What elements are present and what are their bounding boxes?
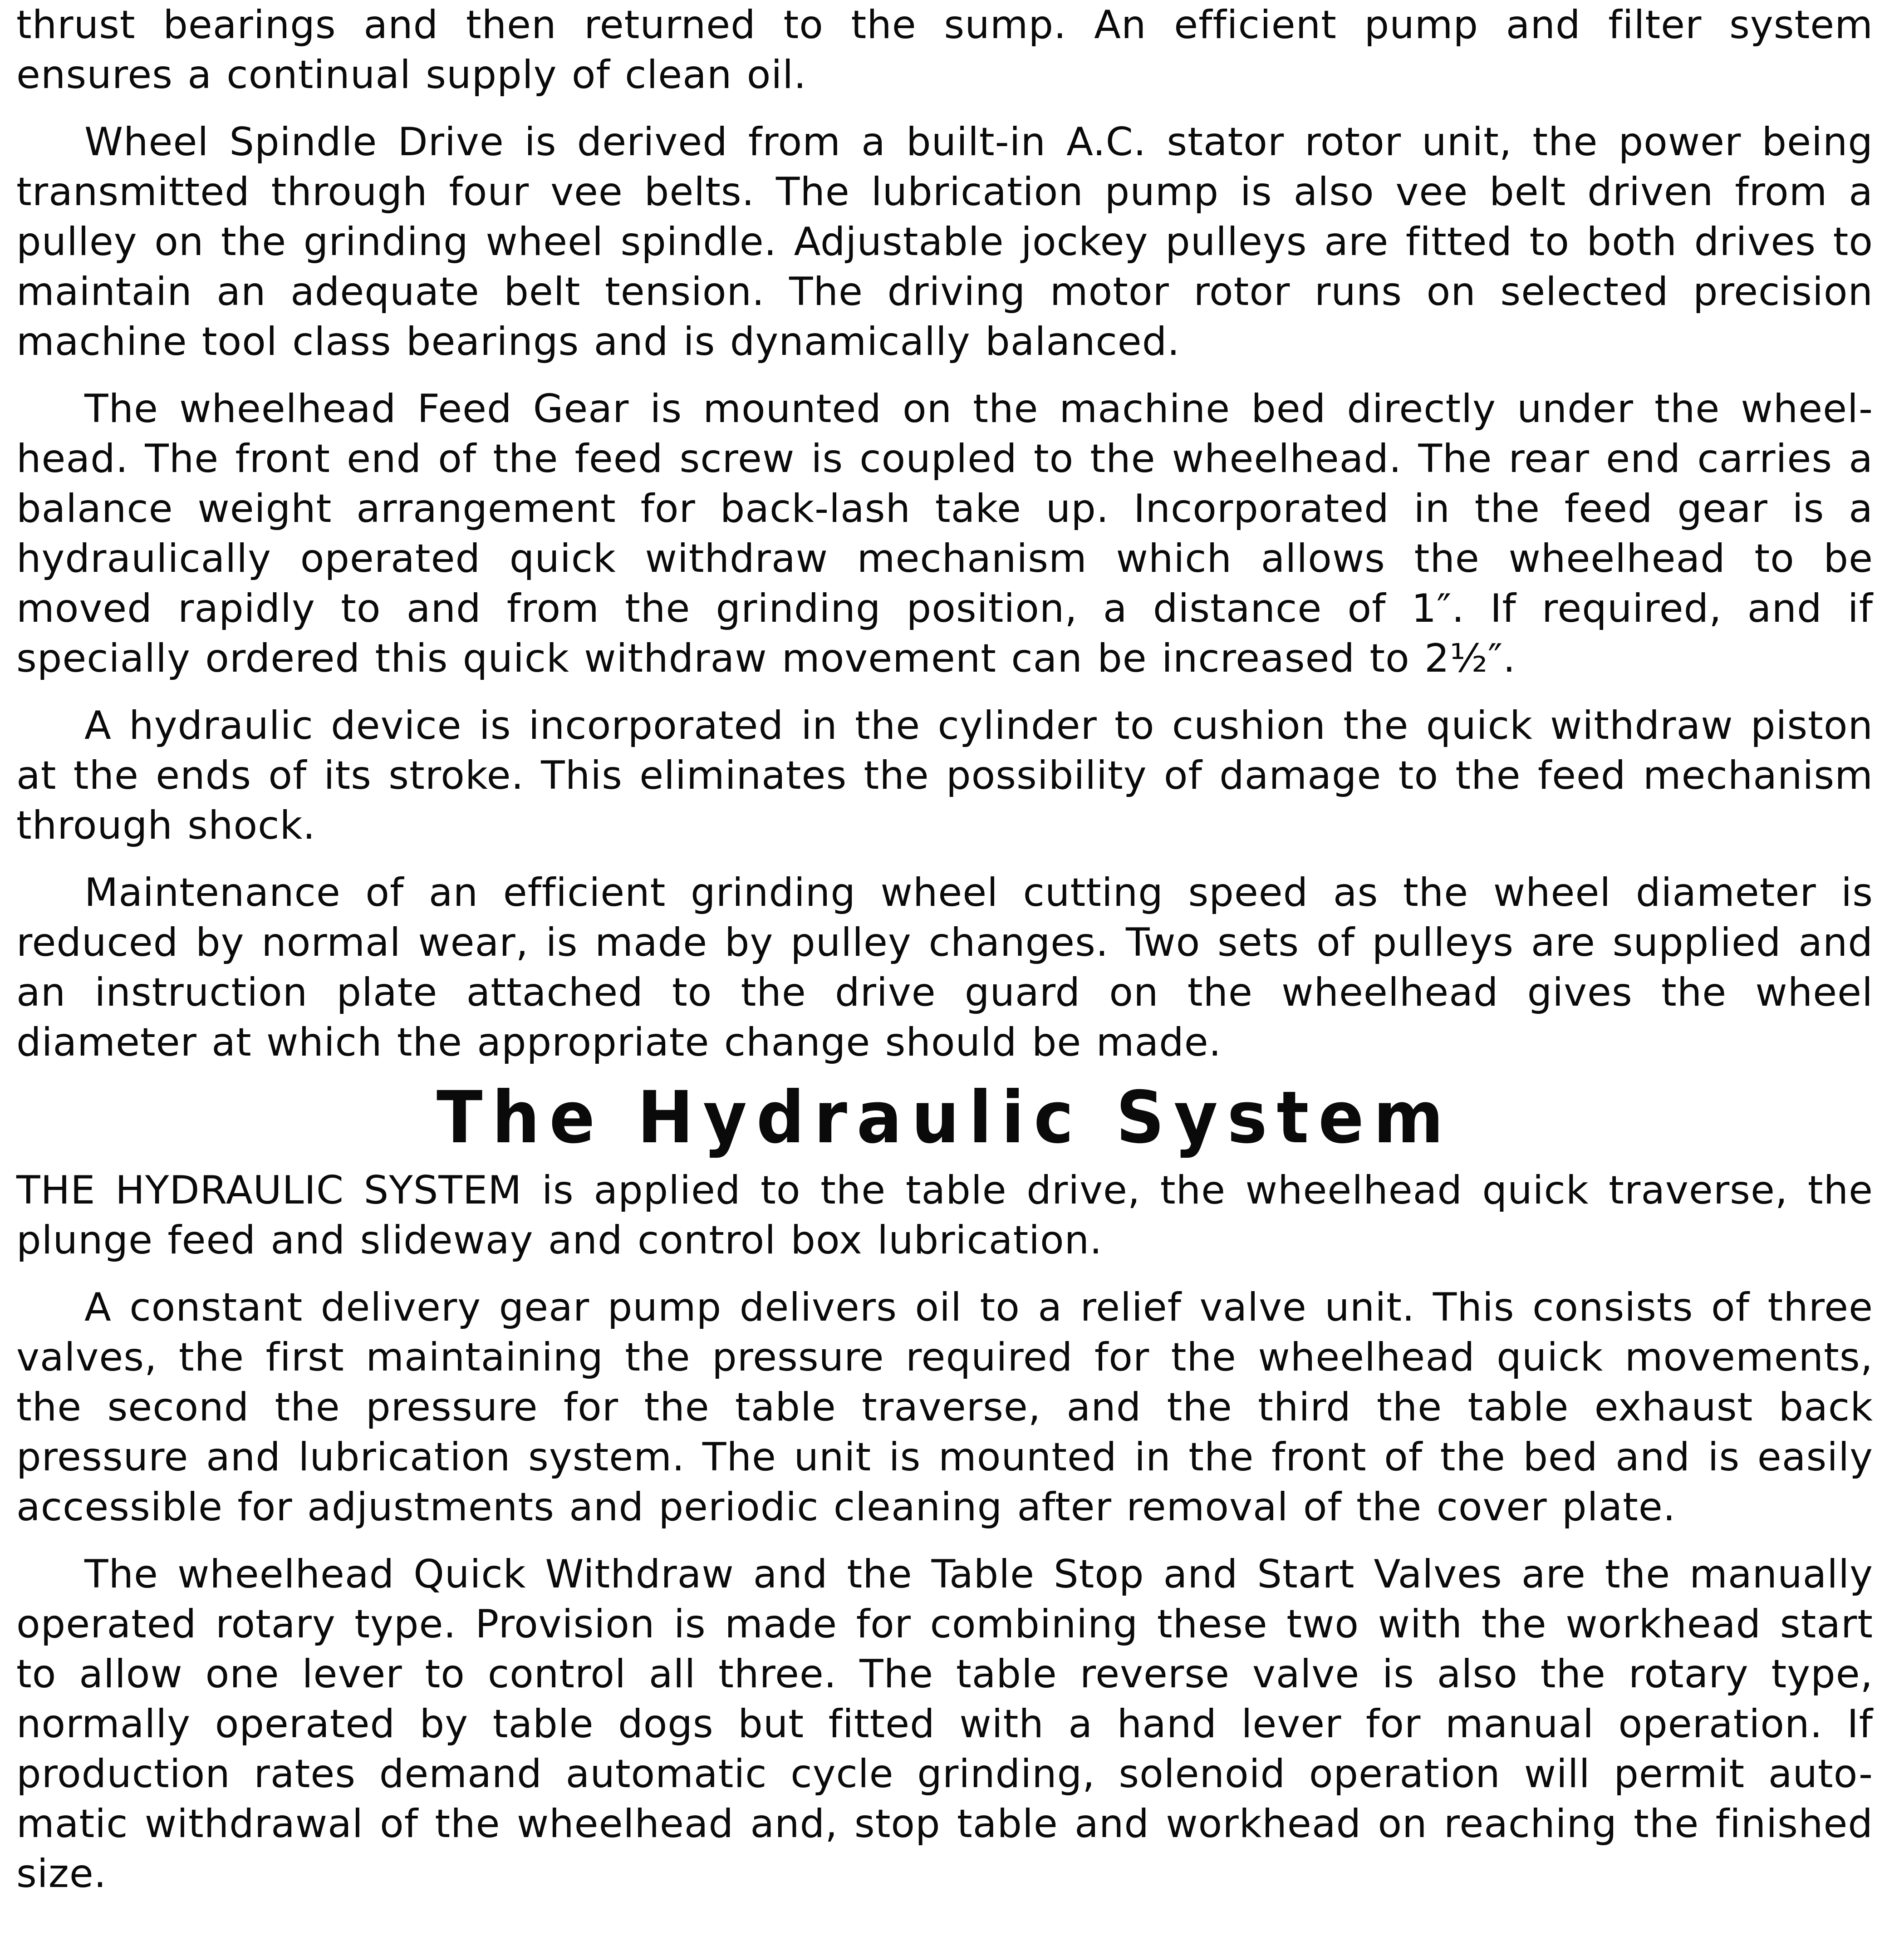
paragraph-hydraulic-cushion: A hydraulic device is incorporated in the cylinder to cushion the quick withdraw piston at the ends of its stroke. This eliminates the possibility of damage to the feed mechanism through shock.: [16, 703, 1873, 848]
paragraph-feed-gear: The wheelhead Feed Gear is mounted on the machine bed directly under the wheel-head. The front end of the feed screw is coupled to the wheelhead. The rear end carries a balance weight arrangement for back-lash take up. Incorporated in the feed gear is a hydraulically operated quick withdraw mechanism which allows the wheelhead to be moved rapidly to and from the grinding position, a distance of 1″. If required, and if specially ordered this quick withdraw movement can be increased to 2½″.: [16, 386, 1873, 681]
paragraph-wheel-speed-maintenance: Maintenance of an efficient grinding wheel cutting speed as the wheel diameter is reduced by normal wear, is made by pulley changes. Two sets of pulleys are supplied and an instruction plate attached to the drive guard on the wheelhead gives the wheel diameter at which the appropriate change should be made.: [16, 870, 1873, 1065]
section-heading: The Hydraulic System: [437, 1076, 1453, 1160]
document-page: [16, 0, 1873, 1899]
paragraph-sump-continuation: thrust bearings and then returned to the sump. An efficient pump and filter system ensures a continual supply of clean oil.: [16, 2, 1873, 98]
paragraph-gear-pump: A constant delivery gear pump delivers oil to a relief valve unit. This consists of three valves, the first maintaining the pressure required for the wheelhead quick movements, the second the pressure for the table traverse, and the third the table exhaust back pressure and lubrication system. The unit is mounted in the front of the bed and is easily accessible for adjustments and periodic cleaning after removal of the cover plate.: [16, 1285, 1873, 1530]
paragraph-rotary-valves: The wheelhead Quick Withdraw and the Table Stop and Start Valves are the manually operated rotary type. Provision is made for combining these two with the workhead start to allow one lever to control all three. The table reverse valve is also the rotary type, normally operated by table dogs but fitted with a hand lever for manual operation. If production rates demand automatic cycle grinding, solenoid operation will permit auto-matic withdrawal of the wheelhead and, stop table and workhead on reaching the finished size.: [16, 1552, 1873, 1897]
paragraph-hydraulic-system-intro: THE HYDRAULIC SYSTEM is applied to the table drive, the wheelhead quick traverse, the plunge feed and slideway and control box lubrication.: [16, 1168, 1873, 1263]
paragraph-wheel-spindle-drive: Wheel Spindle Drive is derived from a built-in A.C. stator rotor unit, the power being transmitted through four vee belts. The lubrication pump is also vee belt driven from a pulley on the grinding wheel spindle. Adjustable jockey pulleys are fitted to both drives to maintain an adequate belt tension. The driving motor rotor runs on selected precision machine tool class bearings and is dynamically balanced.: [16, 119, 1873, 364]
